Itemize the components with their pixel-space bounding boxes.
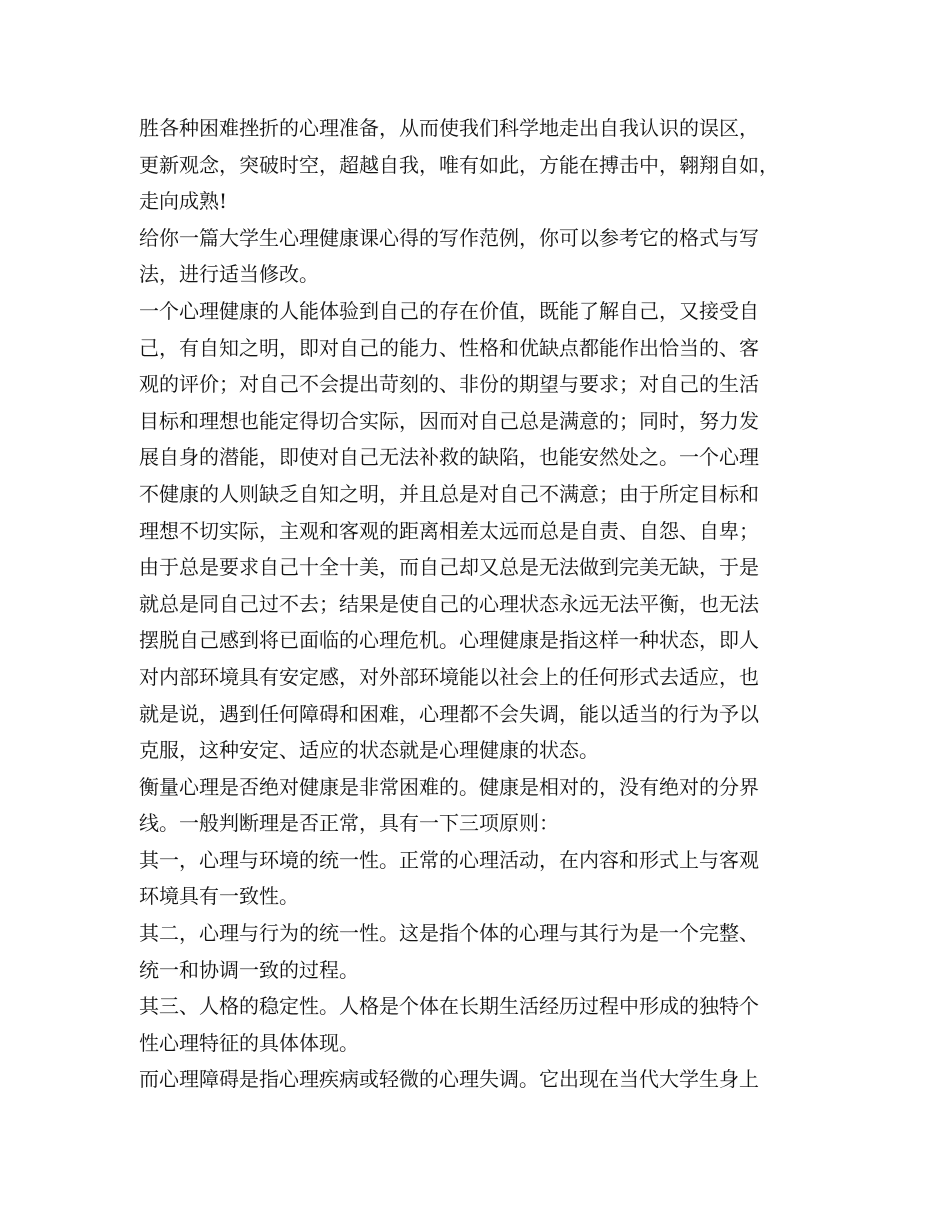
- text-line: 一个心理健康的人能体验到自己的存在价值，既能了解自己，又接受自: [139, 298, 759, 323]
- text-line: 统一和协调一致的过程。: [139, 957, 359, 982]
- text-line: 克服，这种安定、适应的状态就是心理健康的状态。: [139, 738, 599, 763]
- text-line: 理想不切实际，主观和客观的距离相差太远而总是自责、自怨、自卑；: [139, 518, 759, 543]
- text-line: 其二，心理与行为的统一性。这是指个体的心理与其行为是一个完整、: [139, 921, 759, 946]
- text-line: 就是说，遇到任何障碍和困难，心理都不会失调，能以适当的行为予以: [139, 701, 759, 726]
- text-line: 法，进行适当修改。: [139, 262, 319, 287]
- text-line: 环境具有一致性。: [139, 884, 299, 909]
- text-line: 给你一篇大学生心理健康课心得的写作范例，你可以参考它的格式与写: [139, 225, 759, 250]
- text-line: 己，有自知之明，即对自己的能力、性格和优缺点都能作出恰当的、客: [139, 335, 759, 360]
- text-line: 对内部环境具有安定感，对外部环境能以社会上的任何形式去适应，也: [139, 664, 759, 689]
- document-body: [139, 110, 839, 1098]
- text-line: 而心理障碍是指心理疾病或轻微的心理失调。它出现在当代大学生身上: [139, 1067, 759, 1092]
- text-line: 线。一般判断理是否正常，具有一下三项原则：: [139, 811, 559, 836]
- text-line: 走向成熟!: [139, 189, 228, 214]
- text-line: 目标和理想也能定得切合实际，因而对自己总是满意的；同时，努力发: [139, 408, 759, 433]
- text-line: 衡量心理是否绝对健康是非常困难的。健康是相对的，没有绝对的分界: [139, 774, 759, 799]
- text-line: 更新观念，突破时空，超越自我，唯有如此，方能在搏击中，翱翔自如，: [139, 152, 779, 177]
- text-line: 就总是同自己过不去；结果是使自己的心理状态永远无法平衡，也无法: [139, 591, 759, 616]
- text-line: 观的评价；对自己不会提出苛刻的、非份的期望与要求；对自己的生活: [139, 372, 759, 397]
- text-line: 胜各种困难挫折的心理准备，从而使我们科学地走出自我认识的误区，: [139, 116, 759, 140]
- text-line: 摆脱自己感到将已面临的心理危机。心理健康是指这样一种状态，即人: [139, 628, 759, 653]
- text-line: 由于总是要求自己十全十美，而自己却又总是无法做到完美无缺，于是: [139, 555, 759, 580]
- text-line: 不健康的人则缺乏自知之明，并且总是对自己不满意；由于所定目标和: [139, 481, 759, 506]
- text-line: 性心理特征的具体体现。: [139, 1030, 359, 1055]
- text-line: 其一，心理与环境的统一性。正常的心理活动，在内容和形式上与客观: [139, 847, 759, 872]
- text-line: 其三、人格的稳定性。人格是个体在长期生活经历过程中形成的独特个: [139, 994, 759, 1019]
- text-line: 展自身的潜能，即使对自己无法补救的缺陷，也能安然处之。一个心理: [139, 445, 759, 470]
